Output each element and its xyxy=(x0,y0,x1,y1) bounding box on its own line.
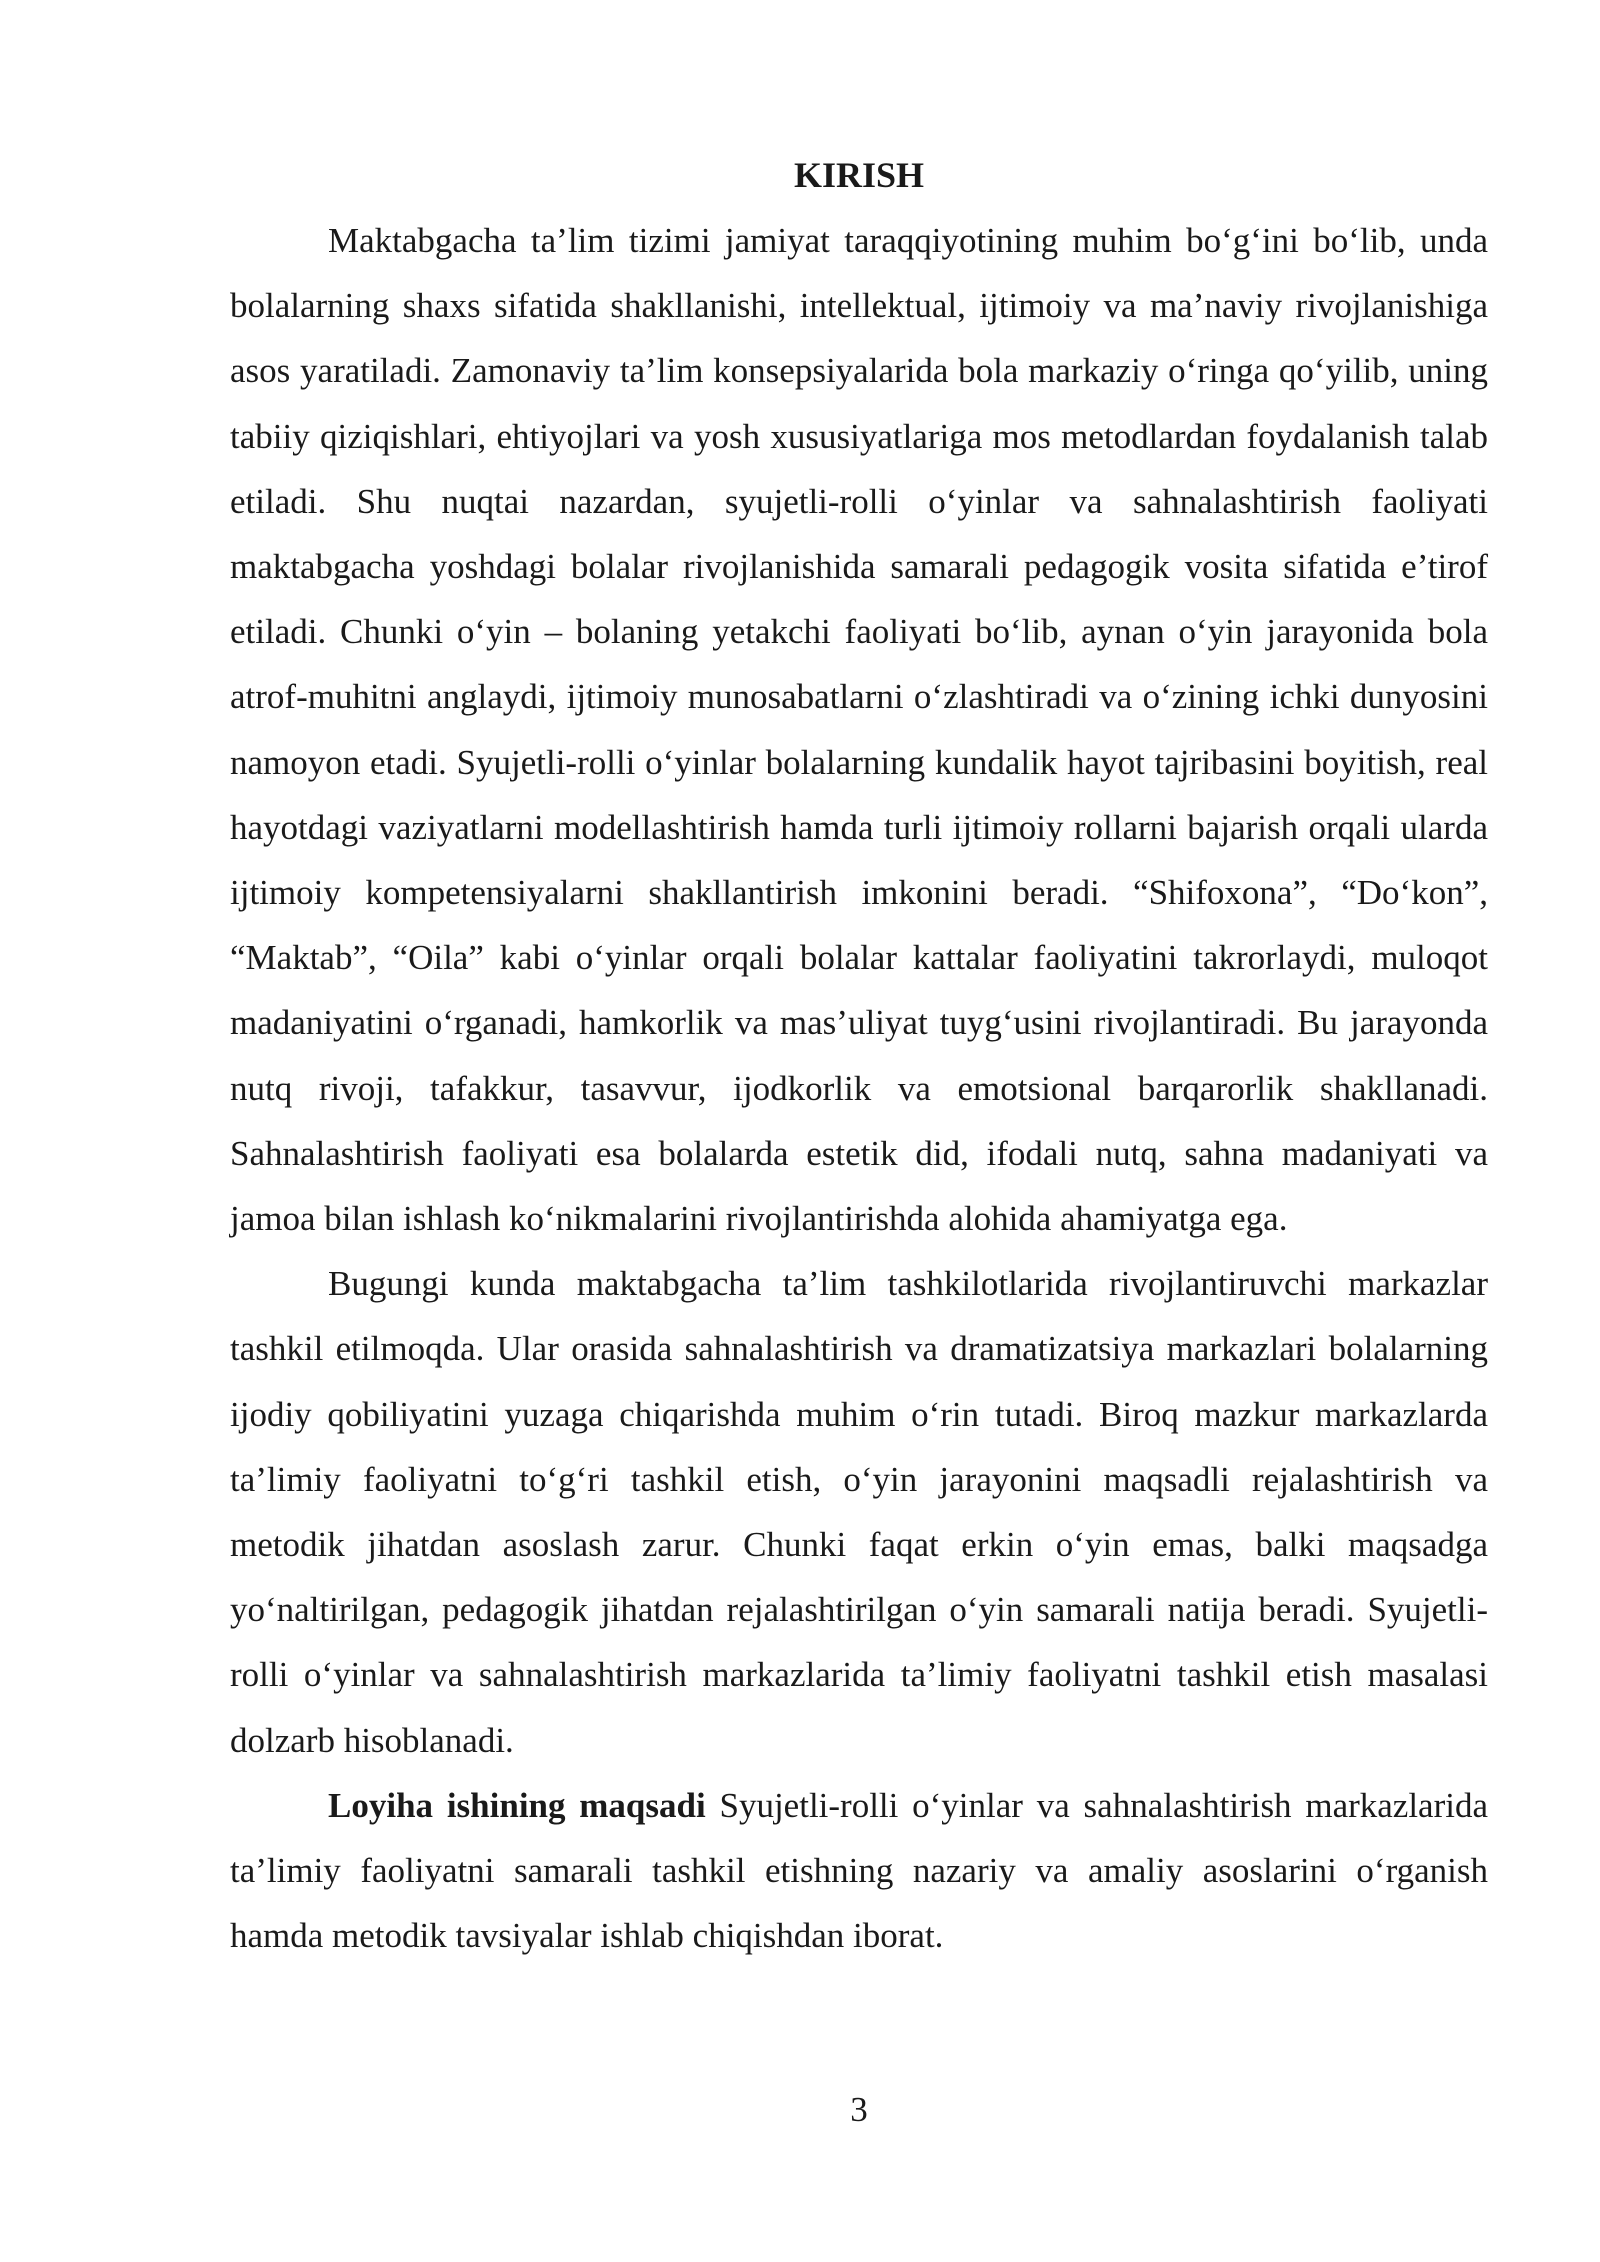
page-number: 3 xyxy=(850,2090,868,2129)
paragraph-bold-lead: Loyiha ishining maqsadi xyxy=(328,1785,706,1825)
paragraph-centers xyxy=(230,1251,1488,1773)
paragraph-goal xyxy=(230,1773,1488,1969)
paragraph-text: Maktabgacha ta’lim tizimi jamiyat taraqqiyotining muhim bo‘g‘ini bo‘lib, unda bolalarning shaxs sifatida shakllanishi, intellektual, ijtimoiy va ma’naviy rivojlanishiga asos yaratiladi. Zamonaviy ta’lim konsepsiyalarida bola markaziy o‘ringa qo‘yilib, uning tabiiy qiziqishlari, ehtiyojlari va yosh xususiyatlariga mos metodlardan foydalanish talab etiladi. Shu nuqtai nazardan, syujetli-rolli o‘yinlar va sahnalashtirish faoliyati maktabgacha yoshdagi bolalar rivojlanishida samarali pedagogik vosita sifatida e’tirof etiladi. Chunki o‘yin – bolaning yetakchi faoliyati bo‘lib, aynan o‘yin jarayonida bola atrof-muhitni anglaydi, ijtimoiy munosabatlarni o‘zlashtiradi va o‘zining ichki dunyosini namoyon etadi. Syujetli-rolli o‘yinlar bolalarning kundalik hayot tajribasini boyitish, real hayotdagi vaziyatlarni modellashtirish hamda turli ijtimoiy rollarni bajarish orqali ularda ijtimoiy kompetensiyalarni shakllantirish imkonini beradi. “Shifoxona”, “Do‘kon”, “Maktab”, “Oila” kabi o‘yinlar orqali bolalar kattalar faoliyatini takrorlaydi, muloqot madaniyatini o‘rganadi, hamkorlik va mas’uliyat tuyg‘usini rivojlantiradi. Bu jarayonda nutq rivoji, tafakkur, tasavvur, ijodkorlik va emotsional barqarorlik shakllanadi. Sahnalashtirish faoliyati esa bolalarda estetik did, ifodali nutq, sahna madaniyati va jamoa bilan ishlash ko‘nikmalarini rivojlantirishda alohida ahamiyatga ega. xyxy=(230,221,1488,1239)
paragraph-intro xyxy=(230,208,1488,1251)
section-title: KIRISH xyxy=(793,155,925,195)
paragraph-text: Syujetli-rolli o‘yinlar va sahnalashtirish markazlarida ta’limiy faoliyatni samarali tashkil etishning nazariy va amaliy asoslarini o‘rganish hamda metodik tavsiyalar ishlab chiqishdan iborat. xyxy=(230,1785,1488,1956)
paragraph-text: Bugungi kunda maktabgacha ta’lim tashkilotlarida rivojlantiruvchi markazlar tashkil etilmoqda. Ular orasida sahnalashtirish va dramatizatsiya markazlari bolalarning ijodiy qobiliyatini yuzaga chiqarishda muhim o‘rin tutadi. Biroq mazkur markazlarda ta’limiy faoliyatni to‘g‘ri tashkil etish, o‘yin jarayonini maqsadli rejalashtirish va metodik jihatdan asoslash zarur. Chunki faqat erkin o‘yin emas, balki maqsadga yo‘naltirilgan, pedagogik jihatdan rejalashtirilgan o‘yin samarali natija beradi. Syujetli-rolli o‘yinlar va sahnalashtirish markazlarida ta’limiy faoliyatni tashkil etish masalasi dolzarb hisoblanadi. xyxy=(230,1264,1488,1760)
document-page xyxy=(230,150,1488,1968)
